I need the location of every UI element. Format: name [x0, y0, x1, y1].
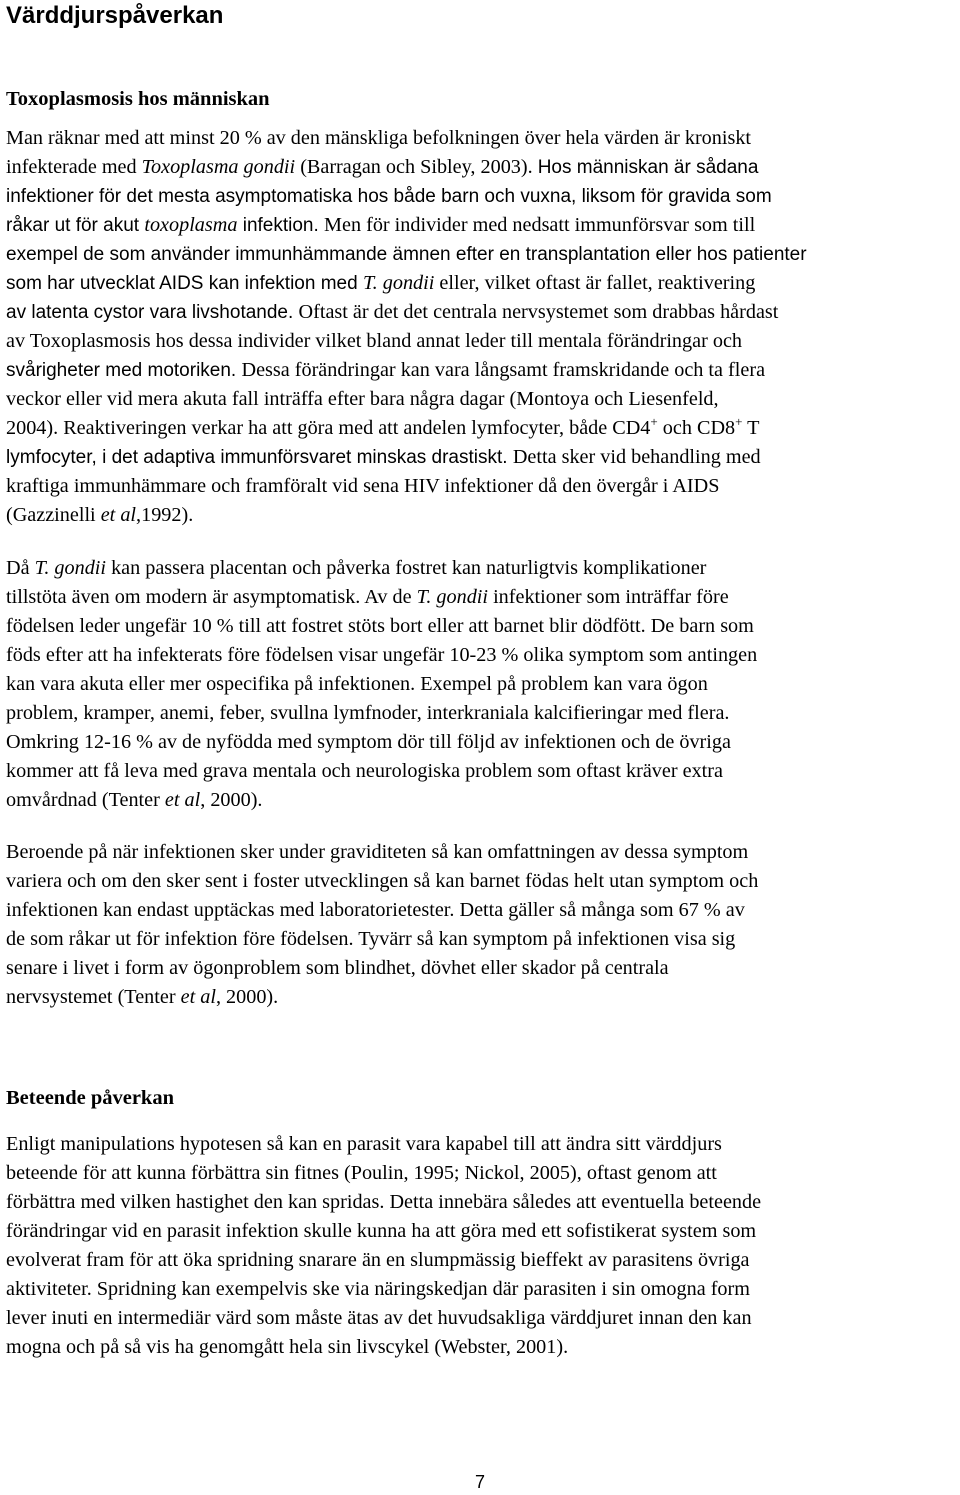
paragraph	[6, 124, 954, 530]
text-segment: tillstöta även om modern är asymptomatisk. Av de	[6, 586, 417, 608]
text-segment: och CD8	[657, 417, 736, 439]
paragraph	[6, 554, 954, 815]
text-line	[6, 728, 954, 757]
text-line	[6, 786, 954, 815]
text-segment: evolverat fram för att öka spridning snarare än en slumpmässig bieffekt av parasitens övriga	[6, 1249, 750, 1271]
text-segment: föds efter att ha infekterats före födelsen visar ungefär 10-23 % olika symptom som antingen	[6, 644, 758, 666]
text-line	[6, 925, 954, 954]
text-line	[6, 269, 954, 298]
text-segment: problem, kramper, anemi, feber, svullna lymfnoder, interkraniala kalcifieringar med flera.	[6, 702, 730, 724]
superscript: +	[650, 414, 658, 429]
text-line	[6, 838, 954, 867]
italic-text: et al	[164, 789, 201, 811]
text-segment: infektionen kan endast upptäckas med laboratorietester. Detta gäller så många som 67 % av	[6, 899, 745, 921]
text-segment: lever inuti en intermediär värd som måste ätas av det huvudsakliga värddjuret innan den kan	[6, 1307, 752, 1329]
text-line	[6, 211, 954, 240]
italic-text: T. gondii	[362, 272, 435, 294]
text-segment: , 2000).	[215, 986, 279, 1008]
text-line	[6, 554, 954, 583]
italic-text: T. gondii	[416, 586, 489, 608]
text-segment: Detta sker vid behandling med	[512, 446, 761, 468]
text-line	[6, 385, 954, 414]
text-line	[6, 501, 954, 530]
text-segment: nervsystemet (Tenter	[6, 986, 181, 1008]
text-line	[6, 699, 954, 728]
text-segment: T	[742, 417, 760, 439]
text-line	[6, 356, 954, 385]
text-segment: Enligt manipulations hypotesen så kan en parasit vara kapabel till att ändra sitt värddjurs	[6, 1133, 722, 1155]
text-line	[6, 896, 954, 925]
text-segment: Dessa förändringar kan vara långsamt framskridande och ta flera	[241, 359, 766, 381]
text-line	[6, 1188, 954, 1217]
text-line	[6, 298, 954, 327]
text-line	[6, 670, 954, 699]
text-line	[6, 240, 954, 269]
text-segment: aktiviteter. Spridning kan exempelvis ske via näringskedjan där parasiten i sin omogna form	[6, 1278, 750, 1300]
text-segment: senare i livet i form av ögonproblem som blindhet, dövhet eller skador på centrala	[6, 957, 669, 979]
text-segment: 2004). Reaktiveringen verkar ha att göra med att andelen lymfocyter, både CD4	[6, 417, 651, 439]
text-line	[6, 583, 954, 612]
text-line	[6, 1217, 954, 1246]
section-heading-beteende: Beteende påverkan	[6, 1087, 174, 1109]
text-segment: lymfocyter, i det adaptiva immunförsvaret minskas drastiskt.	[6, 447, 513, 468]
text-segment: ,1992).	[136, 504, 194, 526]
section-heading-toxoplasmosis: Toxoplasmosis hos människan	[6, 88, 270, 110]
text-segment: av Toxoplasmosis hos dessa individer vilket bland annat leder till mentala förändringar och	[6, 330, 742, 352]
text-segment: Men för individer med nedsatt immunförsvar som till	[324, 214, 756, 236]
page-number: 7	[474, 1472, 485, 1492]
paragraph	[6, 838, 954, 1012]
text-segment: Då	[6, 557, 35, 579]
text-segment: svårigheter med motoriken.	[6, 360, 242, 381]
text-line	[6, 472, 954, 501]
text-segment: variera och om den sker sent i foster utvecklingen så kan barnet födas helt utan symptom och	[6, 870, 759, 892]
text-segment: de som råkar ut för infektion före födelsen. Tyvärr så kan symptom på infektionen visa sig	[6, 928, 736, 950]
text-line	[6, 153, 954, 182]
text-segment: som har utvecklat AIDS kan infektion med	[6, 273, 363, 294]
text-segment: infekterade med	[6, 156, 142, 178]
text-segment: kraftiga immunhämmare och framföralt vid sena HIV infektioner då den övergår i AIDS	[6, 475, 720, 497]
text-line	[6, 1275, 954, 1304]
text-segment: exempel de som använder immunhämmande ämnen efter en transplantation eller hos patienter	[6, 244, 807, 265]
italic-text: et al	[180, 986, 216, 1008]
italic-text: toxoplasma	[144, 214, 238, 236]
text-segment: Oftast är det det centrala nervsystemet som drabbas hårdast	[298, 301, 779, 323]
text-segment: veckor eller vid mera akuta fall inträffa efter bara några dagar (Montoya och Liesenfeld,	[6, 388, 719, 410]
text-line	[6, 954, 954, 983]
text-segment: , 2000).	[200, 789, 263, 811]
text-segment: kan vara akuta eller mer ospecifika på infektionen. Exempel på problem kan vara ögon	[6, 673, 708, 695]
italic-text: et al	[100, 504, 137, 526]
text-segment: infektioner för det mesta asymptomatiska hos både barn och vuxna, liksom för gravida som	[6, 186, 772, 207]
page-title: Värddjurspåverkan	[6, 2, 224, 29]
text-segment: förändringar vid en parasit infektion skulle kunna ha att göra med ett sofistikerat system som	[6, 1220, 757, 1242]
text-line	[6, 1159, 954, 1188]
text-line	[6, 867, 954, 896]
text-line	[6, 182, 954, 211]
text-line	[6, 612, 954, 641]
text-segment: Omkring 12-16 % av de nyfödda med symptom dör till följd av infektionen och de övriga	[6, 731, 731, 753]
text-segment: infektion.	[237, 215, 325, 236]
text-line	[6, 443, 954, 472]
text-line	[6, 641, 954, 670]
text-line	[6, 983, 954, 1012]
text-segment: beteende för att kunna förbättra sin fitnes (Poulin, 1995; Nickol, 2005), oftast genom att	[6, 1162, 717, 1184]
text-segment: (Gazzinelli	[6, 504, 101, 526]
italic-text: Toxoplasma gondii	[141, 156, 296, 178]
text-line	[6, 1304, 954, 1333]
text-line	[6, 1246, 954, 1275]
text-segment: (Barragan och Sibley, 2003).	[295, 156, 538, 178]
text-line	[6, 414, 954, 443]
text-segment: kan passera placentan och påverka fostret kan naturligtvis komplikationer	[106, 557, 707, 579]
text-segment: mogna och på så vis ha genomgått hela sin livscykel (Webster, 2001).	[6, 1336, 569, 1358]
italic-text: T. gondii	[34, 557, 107, 579]
text-segment: Beroende på när infektionen sker under graviditeten så kan omfattningen av dessa symptom	[6, 841, 749, 863]
text-line	[6, 327, 954, 356]
text-line	[6, 757, 954, 786]
text-segment: eller, vilket oftast är fallet, reaktivering	[434, 272, 756, 294]
text-segment: förbättra med vilken hastighet den kan spridas. Detta innebära således att eventuella beteende	[6, 1191, 762, 1213]
text-segment: råkar ut för akut	[6, 215, 145, 236]
superscript: +	[735, 414, 743, 429]
text-segment: födelsen leder ungefär 10 % till att fostret stöts bort eller att barnet blir dödfött. De barn som	[6, 615, 754, 637]
text-segment: av latenta cystor vara livshotande.	[6, 302, 299, 323]
text-line	[6, 1333, 954, 1362]
paragraph	[6, 1130, 954, 1362]
text-segment: infektioner som inträffar före	[488, 586, 729, 608]
text-line	[6, 1130, 954, 1159]
text-segment: omvårdnad (Tenter	[6, 789, 165, 811]
text-segment: Hos människan är sådana	[537, 157, 759, 178]
text-line	[6, 124, 954, 153]
text-segment: Man räknar med att minst 20 % av den mänskliga befolkningen över hela värden är kroniskt	[6, 127, 752, 149]
text-segment: kommer att få leva med grava mentala och neurologiska problem som oftast kräver extra	[6, 760, 723, 782]
